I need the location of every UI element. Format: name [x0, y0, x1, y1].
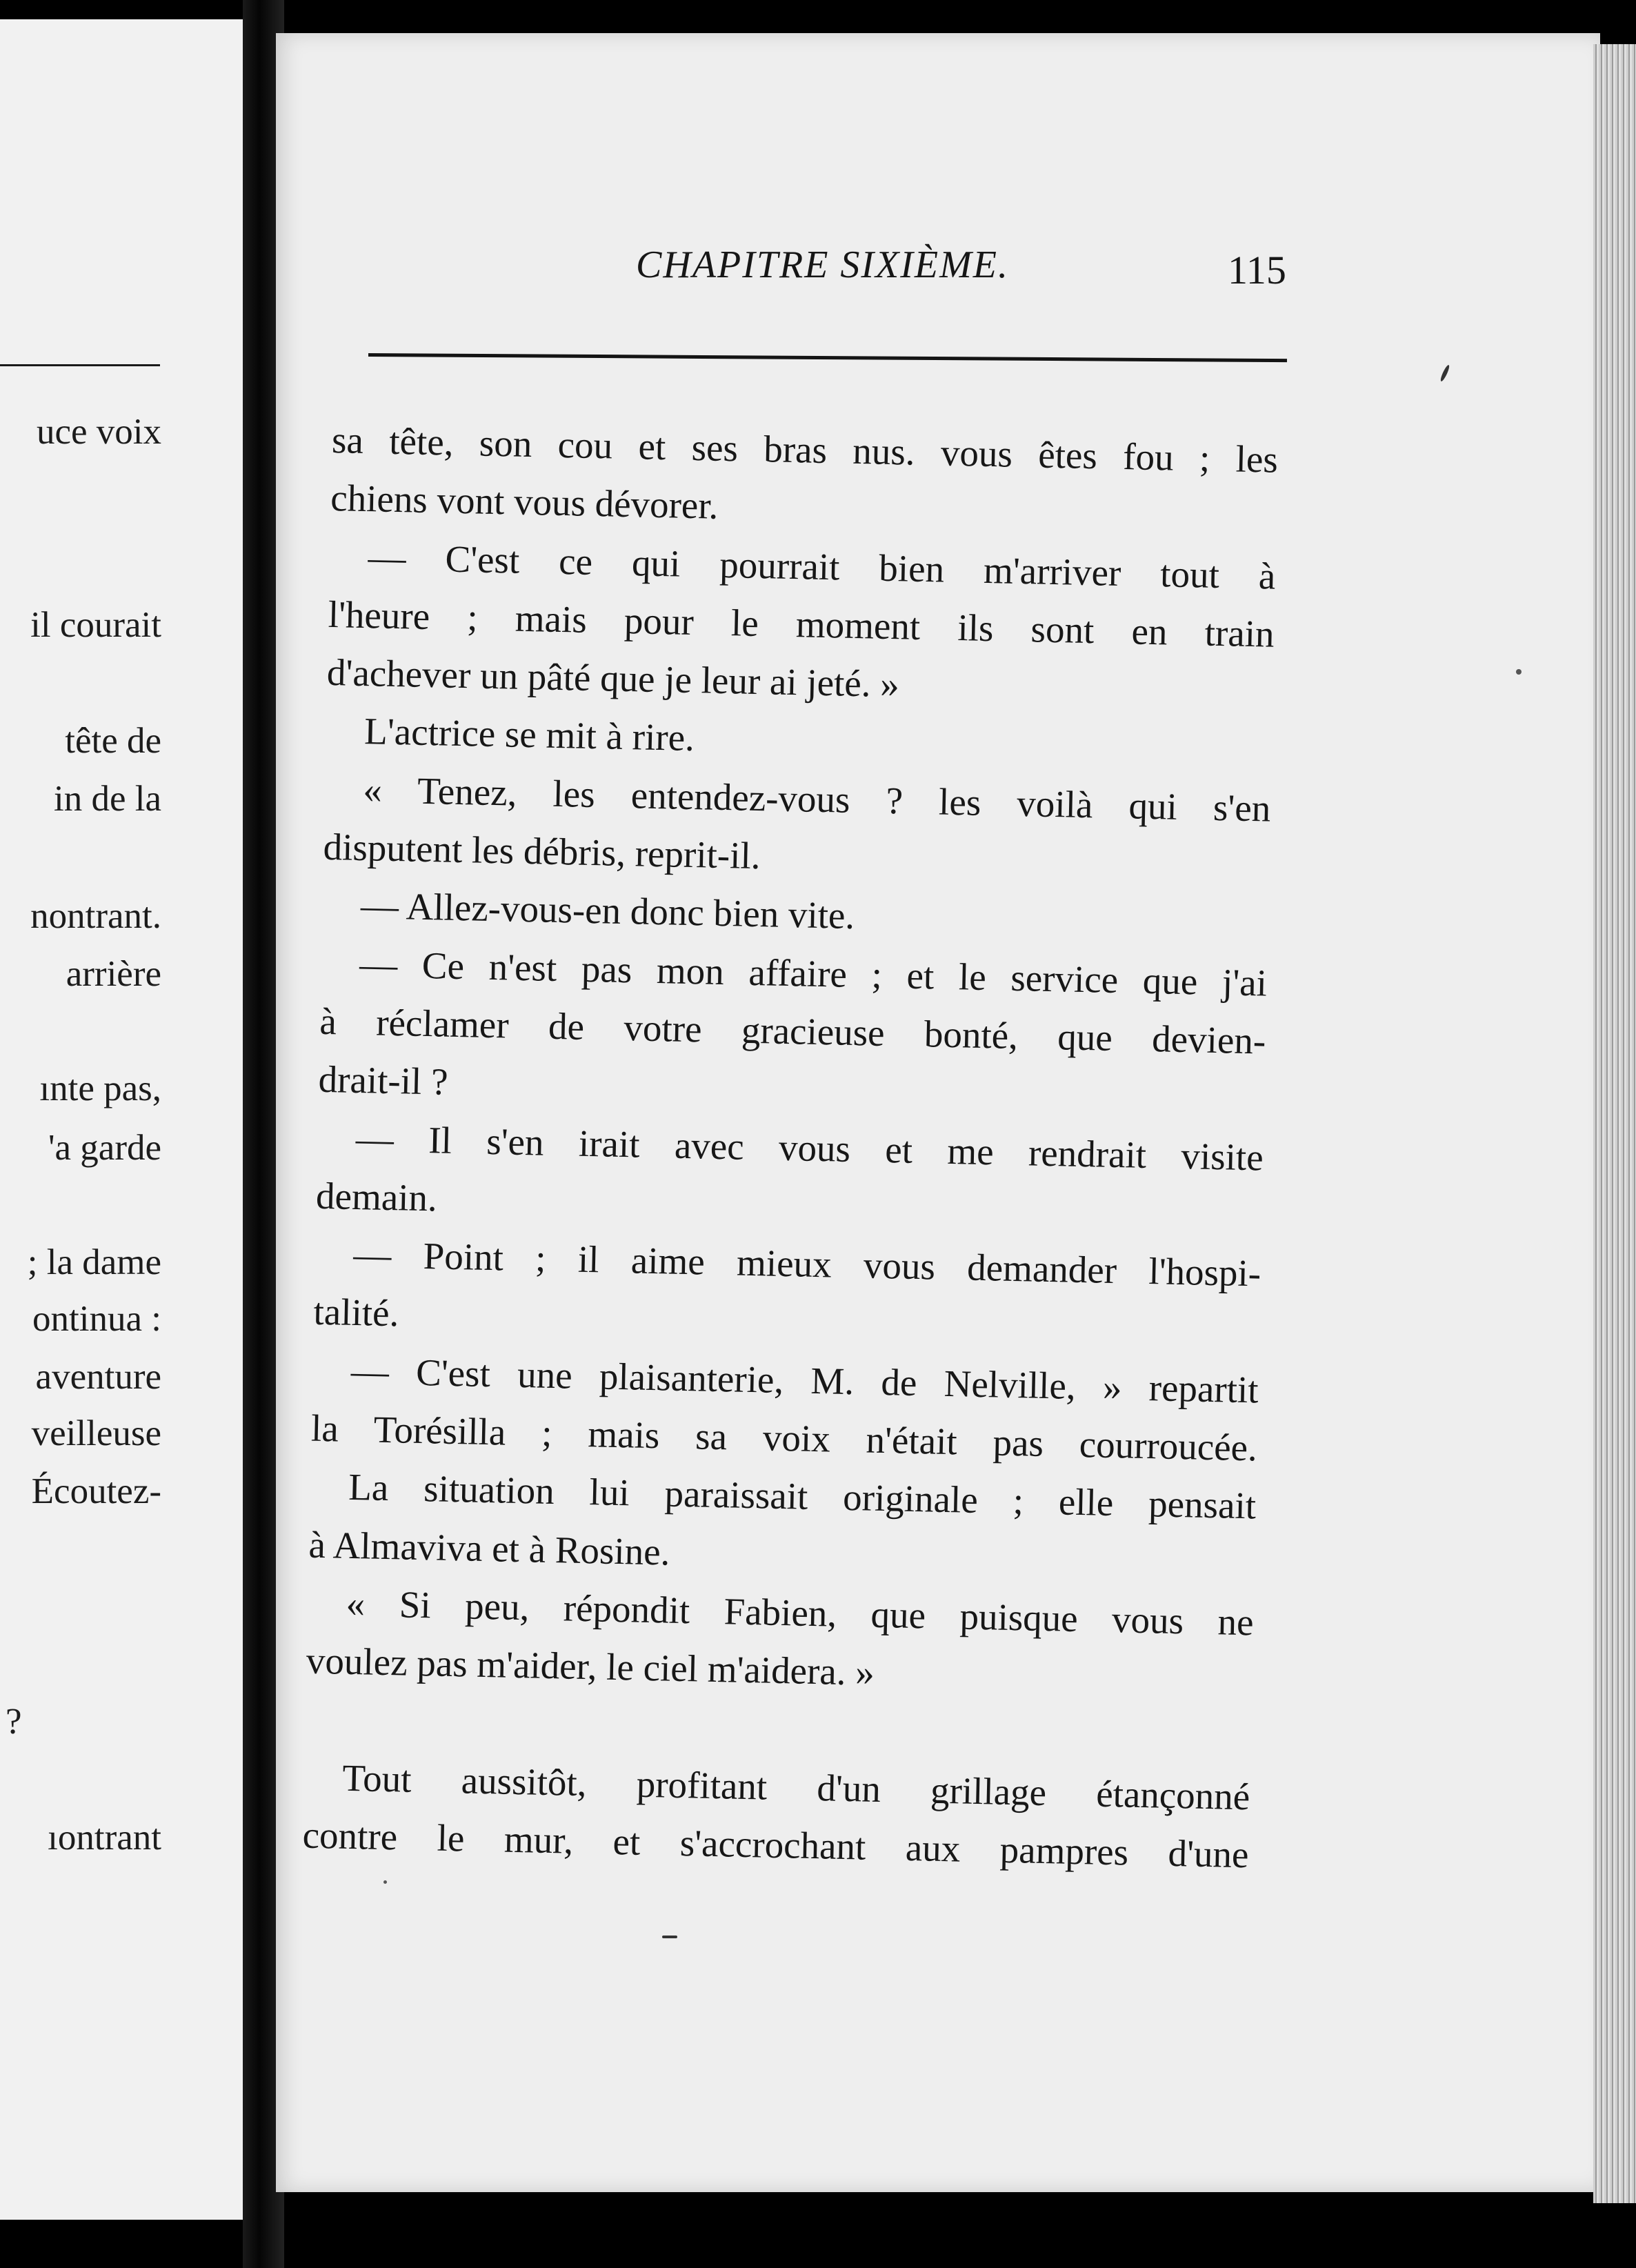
- page-number: 115: [1228, 248, 1286, 292]
- left-line-fragment: 'a garde: [48, 1128, 161, 1168]
- text-line: Tout aussitôt, profitant d'un grillage étançonné: [341, 1756, 1250, 1818]
- body-text: [302, 411, 1279, 1884]
- text-line: « Tenez, les entendez-vous ? les voilà qui s'en: [362, 768, 1271, 830]
- left-line-fragment: tête de: [65, 721, 161, 761]
- text-line: drait-il ?: [318, 1058, 449, 1103]
- text-line: — Ce n'est pas mon affaire ; et le service que j'ai: [359, 942, 1268, 1004]
- text-line: d'achever un pâté que je leur ai jeté. »: [326, 651, 900, 706]
- text-line: contre le mur, et s'accrochant aux pampres d'une: [302, 1813, 1250, 1876]
- left-line-fragment: ?: [6, 1702, 22, 1742]
- text-line: — Point ; il aime mieux vous demander l'hospi-: [352, 1233, 1261, 1295]
- left-line-fragment: arrière: [66, 954, 161, 994]
- text-line: demain.: [315, 1174, 438, 1220]
- left-line-fragment: veilleuse: [31, 1413, 161, 1453]
- text-line: la Torésilla ; mais sa voix n'était pas courroucée.: [310, 1406, 1258, 1469]
- text-line: — Il s'en irait avec vous et me rendrait visite: [355, 1117, 1264, 1179]
- page-edges: [1593, 44, 1636, 2203]
- left-line-fragment: ; la dame: [27, 1242, 161, 1282]
- scan-speck: [662, 1936, 677, 1938]
- text-line: voulez pas m'aider, le ciel m'aidera. »: [306, 1639, 875, 1694]
- left-line-fragment: aventure: [35, 1357, 161, 1397]
- left-line-fragment: uce voix: [36, 412, 161, 452]
- text-line: chiens vont vous dévorer.: [330, 477, 719, 528]
- text-line: à Almaviva et à Rosine.: [308, 1523, 671, 1573]
- text-line: à réclamer de votre gracieuse bonté, que devien-: [319, 999, 1266, 1062]
- text-line: sa tête, son cou et ses bras nus. vous êtes fou ; les: [331, 418, 1279, 481]
- text-line: — C'est ce qui pourrait bien m'arriver tout à: [367, 535, 1276, 597]
- text-line: « Si peu, répondit Fabien, que puisque vous ne: [346, 1582, 1255, 1644]
- left-line-fragment: nontrant.: [30, 896, 161, 936]
- text-line: l'heure ; mais pour le moment ils sont en train: [328, 593, 1275, 655]
- text-line: talité.: [313, 1291, 399, 1335]
- left-line-fragment: in de la: [54, 779, 161, 819]
- running-head: CHAPITRE SIXIÈME.: [636, 243, 1009, 286]
- left-line-fragment: ıontrant: [48, 1818, 161, 1858]
- text-line: L'actrice se mit à rire.: [363, 710, 695, 759]
- left-line-fragment: ontinua :: [32, 1299, 161, 1339]
- left-facing-page: [0, 19, 243, 2220]
- text-line: disputent les débris, reprit-il.: [323, 825, 761, 877]
- left-line-fragment: Écoutez-: [31, 1471, 161, 1511]
- text-line: La situation lui paraissait originale ; elle pensait: [348, 1466, 1257, 1527]
- left-page-rule: [0, 364, 160, 366]
- text-line: — Allez-vous-en donc bien vite.: [360, 884, 855, 937]
- left-line-fragment: il courait: [30, 605, 161, 645]
- left-line-fragment: ınte pas,: [39, 1068, 161, 1108]
- scan-speck: [1516, 669, 1522, 675]
- scan-speck: [383, 1880, 387, 1884]
- text-line: — C'est une plaisanterie, M. de Nelville, » repartit: [350, 1349, 1259, 1411]
